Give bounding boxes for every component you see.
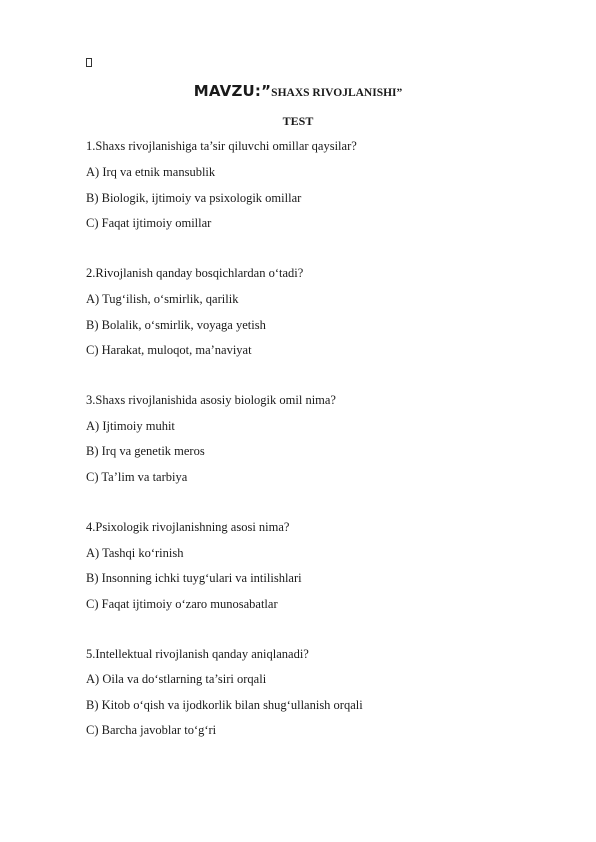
answer-option: B) Biologik, ijtimoiy va psixologik omillar: [86, 191, 302, 205]
title-topic: SHAXS RIVOJLANISHI”: [271, 87, 403, 99]
answer-option: A) Ijtimoiy muhit: [86, 419, 175, 433]
answer-option: C) Harakat, muloqot, ma’naviyat: [86, 343, 252, 357]
answer-option: B) Kitob o‘qish va ijodkorlik bilan shug‘ullanish orqali: [86, 698, 363, 712]
answer-option: A) Oila va do‘stlarning ta’siri orqali: [86, 672, 267, 686]
answer-option: C) Ta’lim va tarbiya: [86, 470, 188, 484]
question-text: 5.Intellektual rivojlanish qanday aniqlanadi?: [86, 647, 309, 661]
answer-option: A) Tug‘ilish, o‘smirlik, qarilik: [86, 292, 239, 306]
question-text: 3.Shaxs rivojlanishida asosiy biologik omil nima?: [86, 393, 336, 407]
answer-option: C) Barcha javoblar to‘g‘ri: [86, 723, 217, 737]
document-title: [0, 82, 596, 101]
question-text: 1.Shaxs rivojlanishiga ta’sir qiluvchi omillar qaysilar?: [86, 139, 357, 153]
question-text: 2.Rivojlanish qanday bosqichlardan o‘tadi?: [86, 266, 304, 280]
answer-option: C) Faqat ijtimoiy omillar: [86, 216, 212, 230]
answer-option: A) Tashqi ko‘rinish: [86, 546, 184, 560]
title-prefix: MAVZU:”: [193, 82, 272, 100]
missing-glyph-icon: [86, 58, 92, 67]
answer-option: A) Irq va etnik mansublik: [86, 165, 216, 179]
answer-option: C) Faqat ijtimoiy o‘zaro munosabatlar: [86, 597, 278, 611]
answer-option: B) Irq va genetik meros: [86, 444, 205, 458]
answer-option: B) Bolalik, o‘smirlik, voyaga yetish: [86, 318, 266, 332]
answer-option: B) Insonning ichki tuyg‘ulari va intilishlari: [86, 571, 302, 585]
section-heading: TEST: [282, 114, 314, 128]
question-text: 4.Psixologik rivojlanishning asosi nima?: [86, 520, 290, 534]
